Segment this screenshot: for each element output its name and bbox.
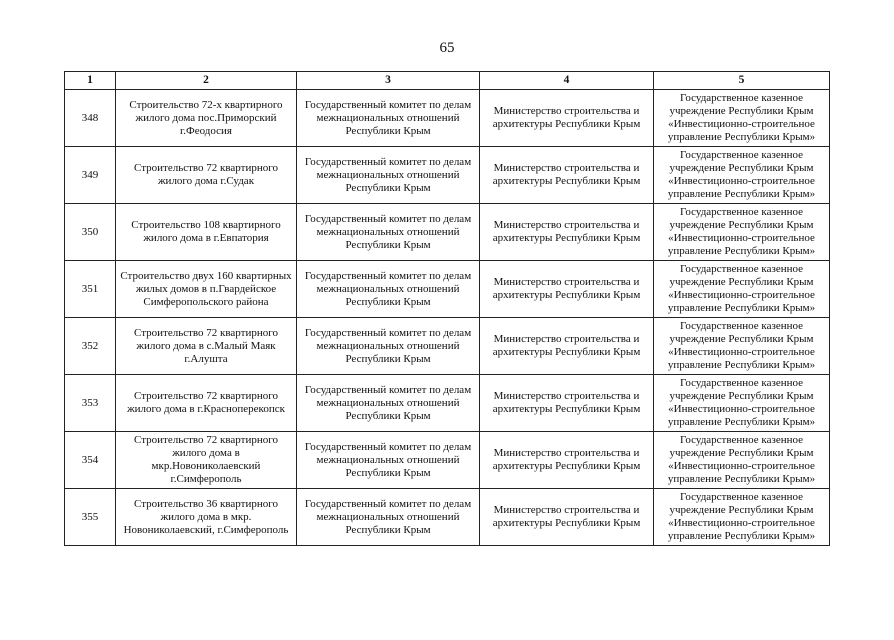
table-row bbox=[65, 147, 830, 204]
ministry-cell: Министерство строительства и архитектуры Республики Крым bbox=[480, 318, 654, 375]
object-name-cell: Строительство 72 квартирного жилого дома в г.Красноперекопск bbox=[116, 375, 297, 432]
row-number-cell: 348 bbox=[65, 90, 116, 147]
table-row bbox=[65, 432, 830, 489]
column-header-2: 2 bbox=[116, 72, 297, 90]
customer-cell: Государственный комитет по делам межнациональных отношений Республики Крым bbox=[297, 261, 480, 318]
executor-cell: Государственное казенное учреждение Республики Крым «Инвестиционно-строительное управление Республики Крым» bbox=[654, 432, 830, 489]
column-header-4: 4 bbox=[480, 72, 654, 90]
executor-cell: Государственное казенное учреждение Республики Крым «Инвестиционно-строительное управление Республики Крым» bbox=[654, 261, 830, 318]
row-number-cell: 349 bbox=[65, 147, 116, 204]
row-number-cell: 350 bbox=[65, 204, 116, 261]
executor-cell: Государственное казенное учреждение Республики Крым «Инвестиционно-строительное управление Республики Крым» bbox=[654, 375, 830, 432]
ministry-cell: Министерство строительства и архитектуры Республики Крым bbox=[480, 147, 654, 204]
header-row bbox=[65, 72, 830, 90]
ministry-cell: Министерство строительства и архитектуры Республики Крым bbox=[480, 375, 654, 432]
row-number-cell: 353 bbox=[65, 375, 116, 432]
table-row bbox=[65, 489, 830, 546]
object-name-cell: Строительство двух 160 квартирных жилых домов в п.Гвардейское Симферопольского района bbox=[116, 261, 297, 318]
ministry-cell: Министерство строительства и архитектуры Республики Крым bbox=[480, 261, 654, 318]
object-name-cell: Строительство 72 квартирного жилого дома г.Судак bbox=[116, 147, 297, 204]
customer-cell: Государственный комитет по делам межнациональных отношений Республики Крым bbox=[297, 489, 480, 546]
executor-cell: Государственное казенное учреждение Республики Крым «Инвестиционно-строительное управление Республики Крым» bbox=[654, 489, 830, 546]
table-row bbox=[65, 261, 830, 318]
ministry-cell: Министерство строительства и архитектуры Республики Крым bbox=[480, 432, 654, 489]
column-header-3: 3 bbox=[297, 72, 480, 90]
customer-cell: Государственный комитет по делам межнациональных отношений Республики Крым bbox=[297, 375, 480, 432]
row-number-cell: 354 bbox=[65, 432, 116, 489]
customer-cell: Государственный комитет по делам межнациональных отношений Республики Крым bbox=[297, 432, 480, 489]
table-row bbox=[65, 90, 830, 147]
registry-table bbox=[64, 71, 830, 546]
customer-cell: Государственный комитет по делам межнациональных отношений Республики Крым bbox=[297, 147, 480, 204]
executor-cell: Государственное казенное учреждение Республики Крым «Инвестиционно-строительное управление Республики Крым» bbox=[654, 147, 830, 204]
table-row bbox=[65, 318, 830, 375]
ministry-cell: Министерство строительства и архитектуры Республики Крым bbox=[480, 204, 654, 261]
object-name-cell: Строительство 72 квартирного жилого дома в мкр.Новониколаевский г.Симферополь bbox=[116, 432, 297, 489]
executor-cell: Государственное казенное учреждение Республики Крым «Инвестиционно-строительное управление Республики Крым» bbox=[654, 204, 830, 261]
table-row bbox=[65, 204, 830, 261]
column-header-5: 5 bbox=[654, 72, 830, 90]
executor-cell: Государственное казенное учреждение Республики Крым «Инвестиционно-строительное управление Республики Крым» bbox=[654, 90, 830, 147]
column-header-1: 1 bbox=[65, 72, 116, 90]
row-number-cell: 351 bbox=[65, 261, 116, 318]
ministry-cell: Министерство строительства и архитектуры Республики Крым bbox=[480, 489, 654, 546]
customer-cell: Государственный комитет по делам межнациональных отношений Республики Крым bbox=[297, 318, 480, 375]
object-name-cell: Строительство 36 квартирного жилого дома в мкр. Новониколаевский, г.Симферополь bbox=[116, 489, 297, 546]
table-row bbox=[65, 375, 830, 432]
customer-cell: Государственный комитет по делам межнациональных отношений Республики Крым bbox=[297, 204, 480, 261]
executor-cell: Государственное казенное учреждение Республики Крым «Инвестиционно-строительное управление Республики Крым» bbox=[654, 318, 830, 375]
object-name-cell: Строительство 72-х квартирного жилого дома пос.Приморский г.Феодосия bbox=[116, 90, 297, 147]
row-number-cell: 355 bbox=[65, 489, 116, 546]
object-name-cell: Строительство 72 квартирного жилого дома в с.Малый Маяк г.Алушта bbox=[116, 318, 297, 375]
customer-cell: Государственный комитет по делам межнациональных отношений Республики Крым bbox=[297, 90, 480, 147]
page-number: 65 bbox=[439, 40, 455, 56]
object-name-cell: Строительство 108 квартирного жилого дома в г.Евпатория bbox=[116, 204, 297, 261]
ministry-cell: Министерство строительства и архитектуры Республики Крым bbox=[480, 90, 654, 147]
row-number-cell: 352 bbox=[65, 318, 116, 375]
